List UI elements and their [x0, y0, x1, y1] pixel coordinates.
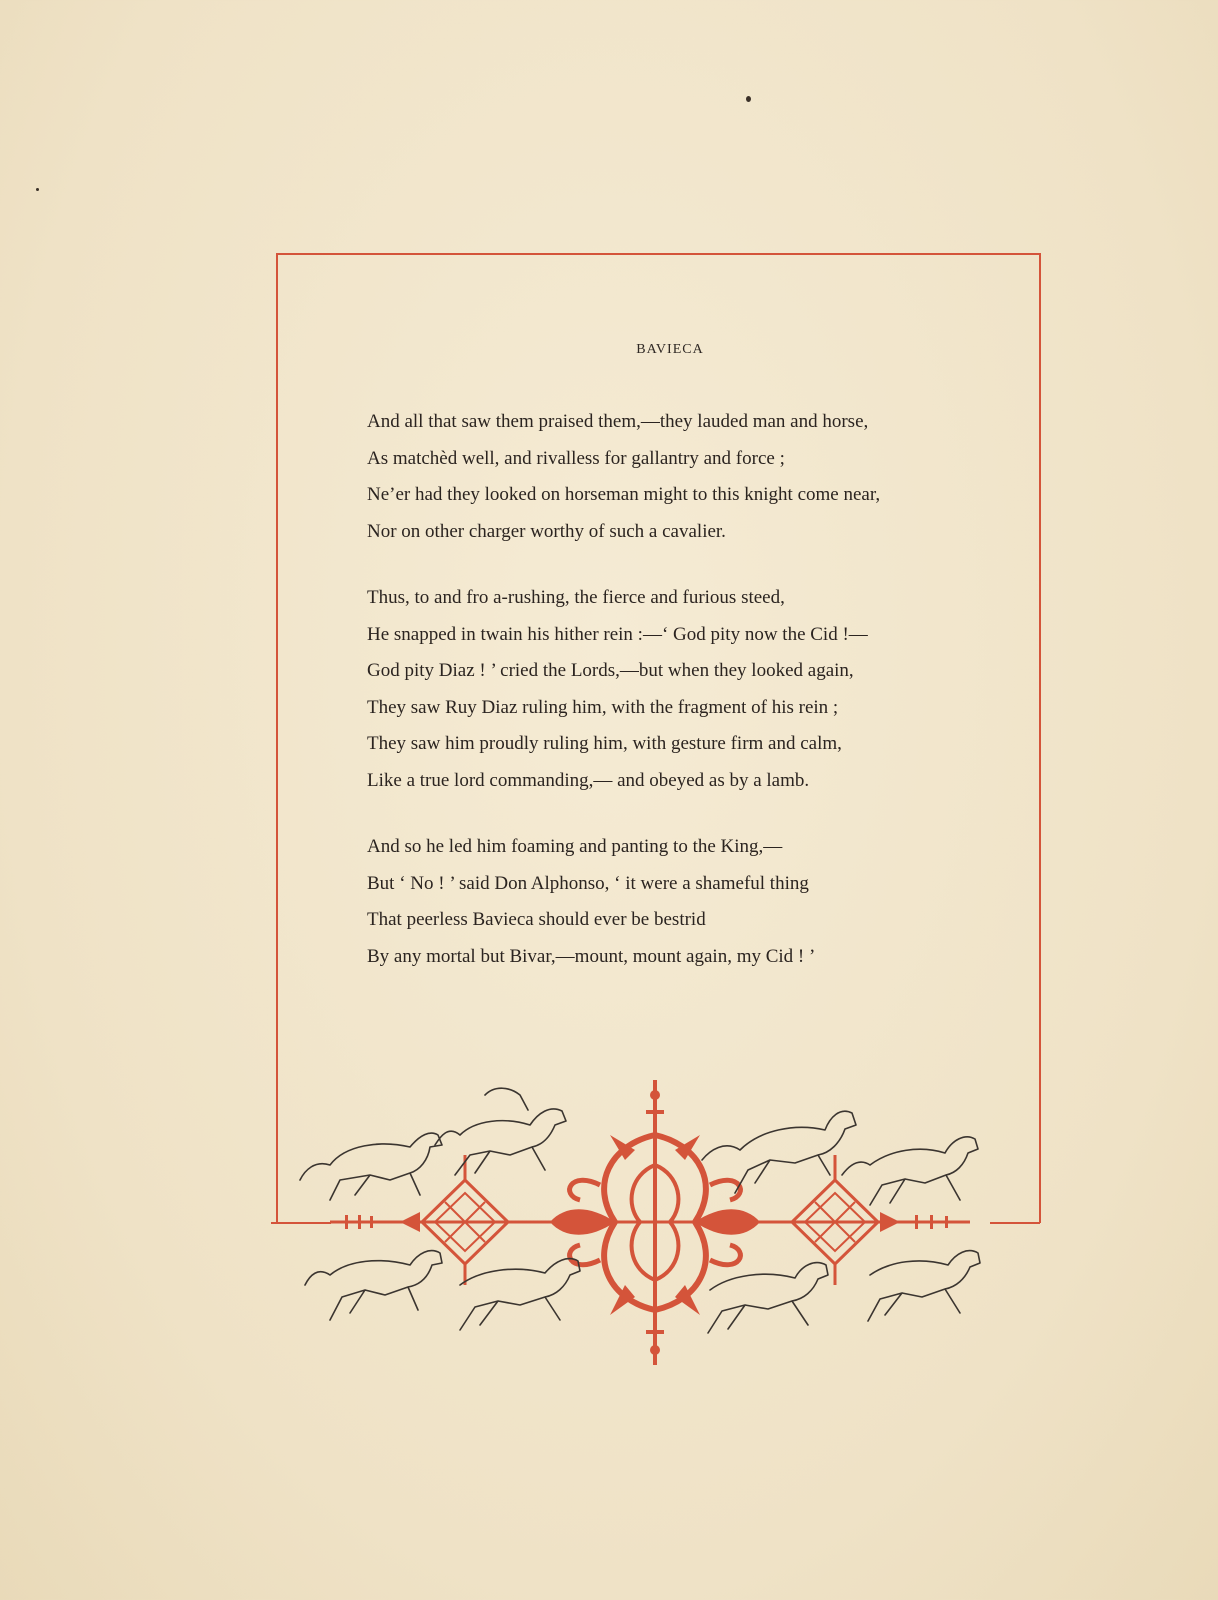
poem-line: They saw Ruy Diaz ruling him, with the fragment of his rein ; — [367, 696, 839, 718]
poem-line: As matchèd well, and rivalless for gallantry and force ; — [367, 447, 785, 469]
paper-speck — [36, 188, 39, 191]
paper-speck — [746, 96, 751, 102]
poem-line: And so he led him foaming and panting to the King,— — [367, 836, 783, 857]
poem-line: But ‘ No ! ’ said Don Alphonso, ‘ it were a shameful thing — [367, 872, 809, 894]
poem-line: Like a true lord commanding,— and obeyed as by a lamb. — [367, 769, 810, 791]
stanza-2 — [367, 580, 1007, 799]
poem-line: He snapped in twain his hither rein :—‘ God pity now the Cid !— — [367, 623, 868, 645]
poem-line: Thus, to and fro a-rushing, the fierce and furious steed, — [367, 587, 785, 608]
poem-body — [367, 404, 1007, 1005]
galloping-horses-ornament-icon — [270, 1075, 1020, 1375]
stanza-1 — [367, 404, 1007, 550]
poem-line: That peerless Bavieca should ever be bestrid — [367, 909, 706, 930]
poem-line: Ne’er had they looked on horseman might to this knight come near, — [367, 484, 881, 505]
poem-line: They saw him proudly ruling him, with gesture firm and calm, — [367, 733, 842, 754]
poem-line: Nor on other charger worthy of such a cavalier. — [367, 520, 726, 542]
stanza-3 — [367, 829, 1007, 975]
page-title: BAVIECA — [636, 342, 704, 357]
poem-line: God pity Diaz ! ’ cried the Lords,—but when they looked again, — [367, 660, 854, 681]
poem-line: And all that saw them praised them,—they lauded man and horse, — [367, 411, 869, 432]
poem-line: By any mortal but Bivar,—mount, mount again, my Cid ! ’ — [367, 945, 816, 967]
